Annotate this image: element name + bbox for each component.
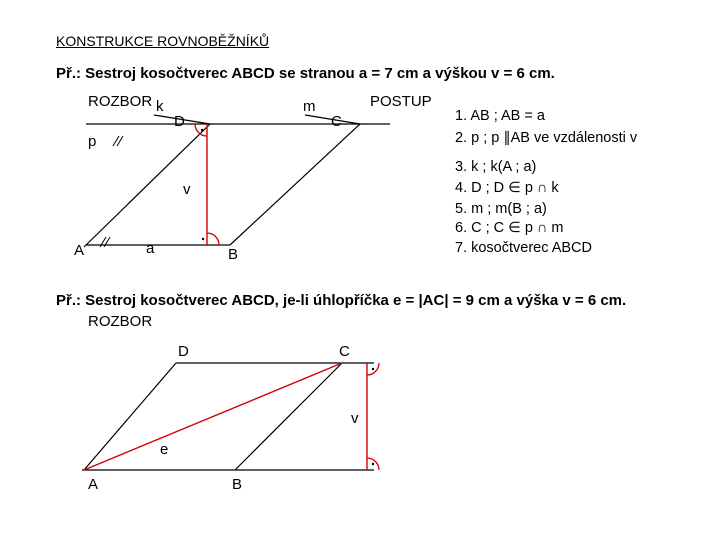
label-v-2: v bbox=[351, 410, 359, 427]
right-angle-dot bbox=[372, 463, 374, 465]
task1-procedure-label: POSTUP bbox=[370, 93, 432, 110]
label-e: e bbox=[160, 441, 169, 458]
label-k: k bbox=[156, 98, 164, 115]
step-1: 1. AB ; AB = a bbox=[455, 108, 545, 124]
label-a-2: A bbox=[88, 476, 99, 493]
label-c-2: C bbox=[339, 343, 350, 360]
right-angle-dot bbox=[372, 368, 374, 370]
step-7: 7. kosočtverec ABCD bbox=[455, 240, 592, 256]
task2-text: Př.: Sestroj kosočtverec ABCD, je-li úhlopříčka e = |AC| = 9 cm a výška v = 6 cm. bbox=[56, 292, 627, 309]
diagonal-e bbox=[84, 363, 342, 470]
side-bc bbox=[230, 124, 360, 245]
label-a-side: a bbox=[146, 240, 155, 257]
label-c: C bbox=[331, 113, 342, 130]
label-p: p bbox=[88, 133, 97, 150]
step-5: 5. m ; m(B ; a) bbox=[455, 201, 547, 217]
step-6: 6. C ; C ∈ p ∩ m bbox=[455, 220, 564, 236]
side-bc-2 bbox=[235, 363, 342, 470]
page-title: KONSTRUKCE ROVNOBĚŽNÍKŮ bbox=[56, 33, 270, 49]
right-angle-dot bbox=[201, 129, 203, 131]
step-2: 2. p ; p ∥AB ve vzdálenosti v bbox=[455, 130, 638, 146]
label-d-2: D bbox=[178, 343, 189, 360]
label-m: m bbox=[303, 98, 316, 115]
task2-figure bbox=[82, 363, 379, 470]
step-4: 4. D ; D ∈ p ∩ k bbox=[455, 180, 559, 196]
task2-analysis-label: ROZBOR bbox=[88, 313, 153, 330]
step-3: 3. k ; k(A ; a) bbox=[455, 159, 537, 175]
task1-text: Př.: Sestroj kosočtverec ABCD se stranou a = 7 cm a výškou v = 6 cm. bbox=[56, 65, 555, 82]
side-ad bbox=[84, 124, 210, 247]
label-b: B bbox=[228, 246, 239, 263]
right-angle-dot bbox=[202, 238, 204, 240]
task1-analysis-label: ROZBOR bbox=[88, 93, 153, 110]
label-a-point: A bbox=[74, 242, 85, 259]
right-angle-bottom bbox=[207, 233, 219, 245]
label-d: D bbox=[174, 113, 185, 130]
label-b-2: B bbox=[232, 476, 243, 493]
task1-figure bbox=[84, 115, 390, 247]
label-v: v bbox=[183, 181, 191, 198]
